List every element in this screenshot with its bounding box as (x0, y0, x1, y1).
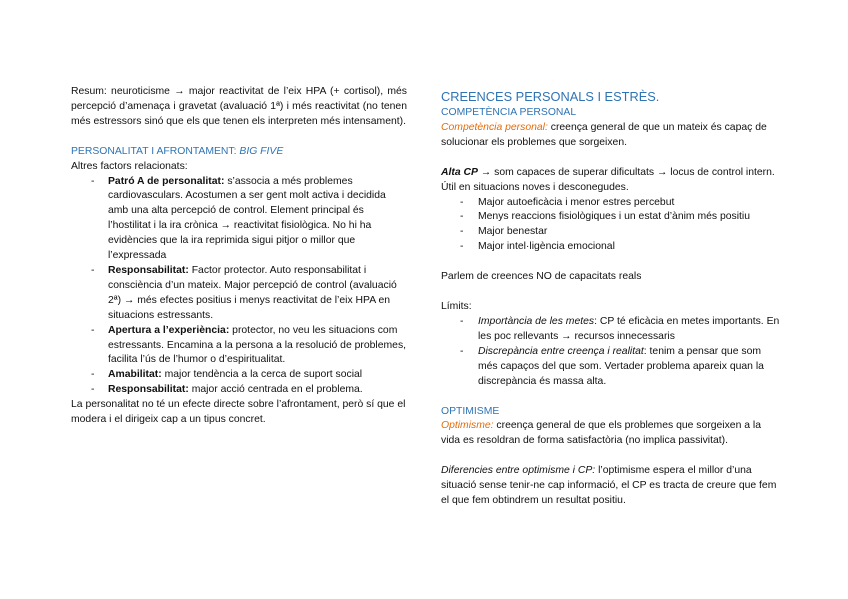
alta-cp-text: → som capaces de superar dificultats → locus de control intern. Útil en situacions noves i desconegudes. (441, 166, 775, 193)
right-column (441, 85, 781, 509)
factor-term: Apertura a l’experiència: (108, 324, 230, 336)
definition-term: Competència personal: (441, 121, 548, 133)
limit-term: Discrepància entre creença i realitat (478, 345, 644, 357)
factor-term: Amabilitat: (108, 369, 162, 381)
optimism-text: creença general de que els problemes que sorgeixen a la vida es resoldran de forma satisfactòria (no implica passivitat). (441, 420, 761, 447)
effect-item: - Major autoeficàcia i menor estres percebut (478, 196, 781, 211)
factor-item (108, 383, 407, 398)
limit-text: : CP té eficàcia en metes importants. En les poc rellevants → recursos innecessaris (478, 315, 780, 342)
summary-paragraph: Resum: neuroticisme → major reactivitat de l’eix HPA (+ cortisol), més percepció d’amenaça i gravetat (avaluació 1ª) i més reactivitat (no tenen més estressors sinó que els que tenen els interpreten més intensament). (71, 86, 407, 127)
closing-paragraph: La personalitat no té un efecte directe sobre l’afrontament, però sí que el modera i el dirigeix cap a un tipus concret. (71, 399, 406, 426)
factor-text: major acció centrada en el problema. (188, 384, 363, 396)
factor-text: Factor protector. Auto responsabilitat i consciència d’un mateix. Major percepció de control (avaluació 2ª) → més efectes positius i menys reactivitat de l’eix HPA en situacions estressants. (108, 264, 397, 321)
effects-list (441, 196, 781, 256)
definition-text: creença general de que un mateix és capaç de solucionar els problemes que sorgeixen. (441, 121, 767, 148)
factor-text: major tendència a la cerca de suport social (161, 369, 363, 381)
effect-item: - Menys reaccions fisiològiques i un estat d’ànim més positiu (478, 210, 781, 225)
factor-term: Responsabilitat: (108, 264, 189, 276)
limits-list (441, 315, 781, 390)
factor-term: Responsabilitat: (108, 384, 189, 396)
section-heading-optimism: OPTIMISME (441, 405, 500, 417)
section-heading-competence: COMPETÈNCIA PERSONAL (441, 107, 577, 118)
alta-cp-term: Alta CP (441, 166, 478, 178)
beliefs-note: Parlem de creences NO de capacitats reals (441, 271, 642, 283)
factor-item (108, 175, 407, 264)
factor-term: Patró A de personalitat: (108, 175, 225, 187)
limits-label: Límits: (441, 301, 472, 313)
factor-text: protector, no veu les situacions com estressants. Encamina a la persona a la resolució de problemes, facilita l’ús de l’humor o d’espiritualitat. (108, 324, 407, 366)
factor-item (108, 368, 407, 383)
optimism-term: Optimisme: (441, 420, 494, 432)
section-heading-emphasis: BIG FIVE (239, 145, 284, 157)
optimism-definition (441, 419, 781, 449)
effect-item: - Major intel·ligència emocional (478, 240, 781, 255)
factors-intro: Altres factors relacionats: (71, 160, 188, 172)
section-heading-personality (71, 145, 407, 160)
limit-text: : tenim a pensar que som més capaços del que som. Vertader problema apareix quan la discrepància és massa alta. (478, 345, 764, 387)
differences-text: l’optimisme espera el millor d’una situació sense tenir-ne cap informació, el CP es tracta de creure que fem el que fem obtindrem un resultat positiu. (441, 465, 777, 507)
factor-item (108, 324, 407, 369)
left-column (71, 85, 407, 428)
factors-list (71, 175, 407, 399)
factor-item (108, 264, 407, 324)
competence-definition (441, 121, 781, 151)
factor-text: s’associa a més problemes cardiovasculars. Acostumen a ser gent molt activa i decidida amb una alta percepció de control. Element principal és l’hostilitat i la ira crònica → reactivitat fisiològica. No hi ha evidències que la ira reprimida sigui pitjor o millor que l’expressada (108, 175, 386, 262)
differences-term: Diferencies entre optimisme i CP: (441, 465, 596, 477)
effect-item: - Major benestar (478, 225, 781, 240)
limit-item (478, 345, 781, 390)
limit-item (478, 315, 781, 345)
section-heading-text: PERSONALITAT I AFRONTAMENT: (71, 145, 240, 157)
limit-term: Importància de les metes (478, 315, 595, 327)
differences-paragraph (441, 464, 781, 509)
page-title: CREENCES PERSONALS I ESTRÈS. (441, 89, 660, 104)
alta-cp-paragraph (441, 166, 781, 196)
